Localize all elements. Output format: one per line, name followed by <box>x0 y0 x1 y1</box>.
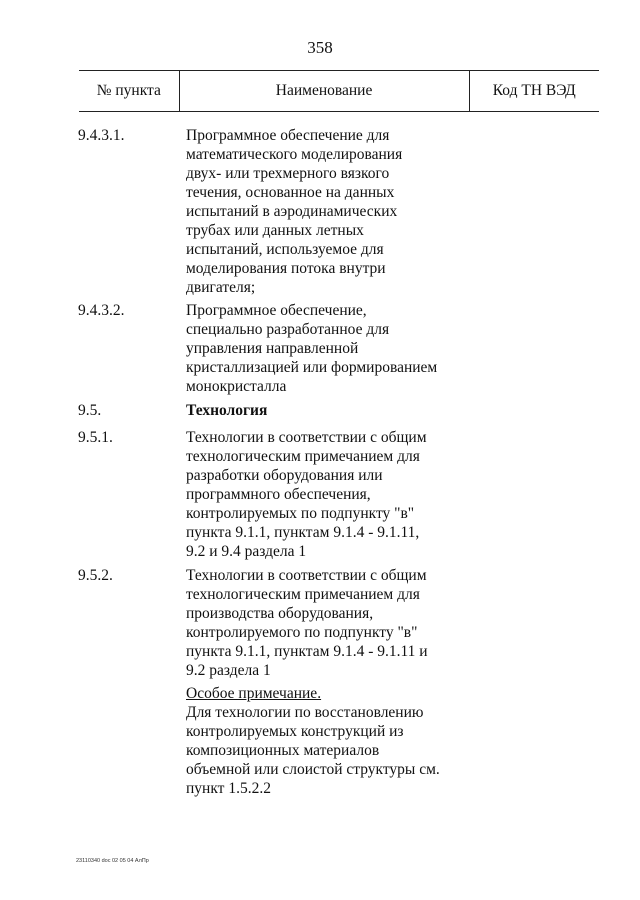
page-number: 358 <box>307 38 333 57</box>
special-note-line: пункт 1.5.2.2 <box>186 780 271 797</box>
entry-line: технологическим примечанием для <box>186 586 420 603</box>
entry-line: кристаллизацией или формированием <box>186 359 438 376</box>
entry-line: пункта 9.1.1, пунктам 9.1.4 - 9.1.11, <box>186 524 420 541</box>
special-note-line: композиционных материалов <box>186 742 380 759</box>
entry-number: 9.5.1. <box>78 429 113 446</box>
entry-number: 9.5.2. <box>78 567 113 584</box>
entry-text <box>186 301 476 396</box>
entry-line: контролируемого по подпункту "в" <box>186 624 418 641</box>
special-note-title: Особое примечание. <box>186 685 322 702</box>
entry-line: управления направленной <box>186 340 359 357</box>
table-header <box>79 70 599 112</box>
special-note-line: Для технологии по восстановлению <box>186 704 424 721</box>
entry-line: программного обеспечения, <box>186 486 371 503</box>
entry-line: испытаний, используемое для <box>186 241 384 258</box>
entry-line: Технологии в соответствии с общим <box>186 567 427 584</box>
entry-line: монокристалла <box>186 378 287 395</box>
header-name: Наименование <box>179 71 469 111</box>
header-item-number: № пункта <box>96 82 161 99</box>
entry-line: разработки оборудования или <box>186 467 383 484</box>
entry-line: трубах или данных летных <box>186 222 364 239</box>
entry-text <box>186 566 476 680</box>
entry-line: Технологии в соответствии с общим <box>186 429 427 446</box>
entry-number: 9.4.3.1. <box>78 127 125 144</box>
entry-text <box>186 126 476 297</box>
entry-line: производства оборудования, <box>186 605 374 622</box>
entry-line: математического моделирования <box>186 146 403 163</box>
section-title <box>186 401 476 420</box>
entry-line: Программное обеспечение для <box>186 127 390 144</box>
entry-line: 9.2 раздела 1 <box>186 662 271 679</box>
special-note-line: объемной или слоистой структуры см. <box>186 761 440 778</box>
entry-line: моделирования потока внутри <box>186 260 386 277</box>
entry-line: специально разработанное для <box>186 321 390 338</box>
entry-line: технологическим примечанием для <box>186 448 420 465</box>
entry-line: течения, основанное на данных <box>186 184 395 201</box>
header-tnved-code: Код ТН ВЭД <box>469 71 600 111</box>
entry-text <box>186 428 476 561</box>
entry-line: Технология <box>186 402 268 419</box>
entry-line: двух- или трехмерного вязкого <box>186 165 390 182</box>
entry-line: 9.2 и 9.4 раздела 1 <box>186 543 307 560</box>
entry-number: 9.4.3.2. <box>78 302 125 319</box>
entry-line: контролируемых по подпункту "в" <box>186 505 415 522</box>
entry-line: испытаний в аэродинамических <box>186 203 398 220</box>
special-note-text <box>186 684 476 798</box>
entry-line: пункта 9.1.1, пунктам 9.1.4 - 9.1.11 и <box>186 643 428 660</box>
footer-file-ref: 23110340 doc 02 05 04 АлПр <box>76 858 149 864</box>
entry-line: Программное обеспечение, <box>186 302 367 319</box>
special-note-line: контролируемых конструкций из <box>186 723 404 740</box>
entry-line: двигателя; <box>186 279 256 296</box>
entry-number: 9.5. <box>78 402 102 419</box>
